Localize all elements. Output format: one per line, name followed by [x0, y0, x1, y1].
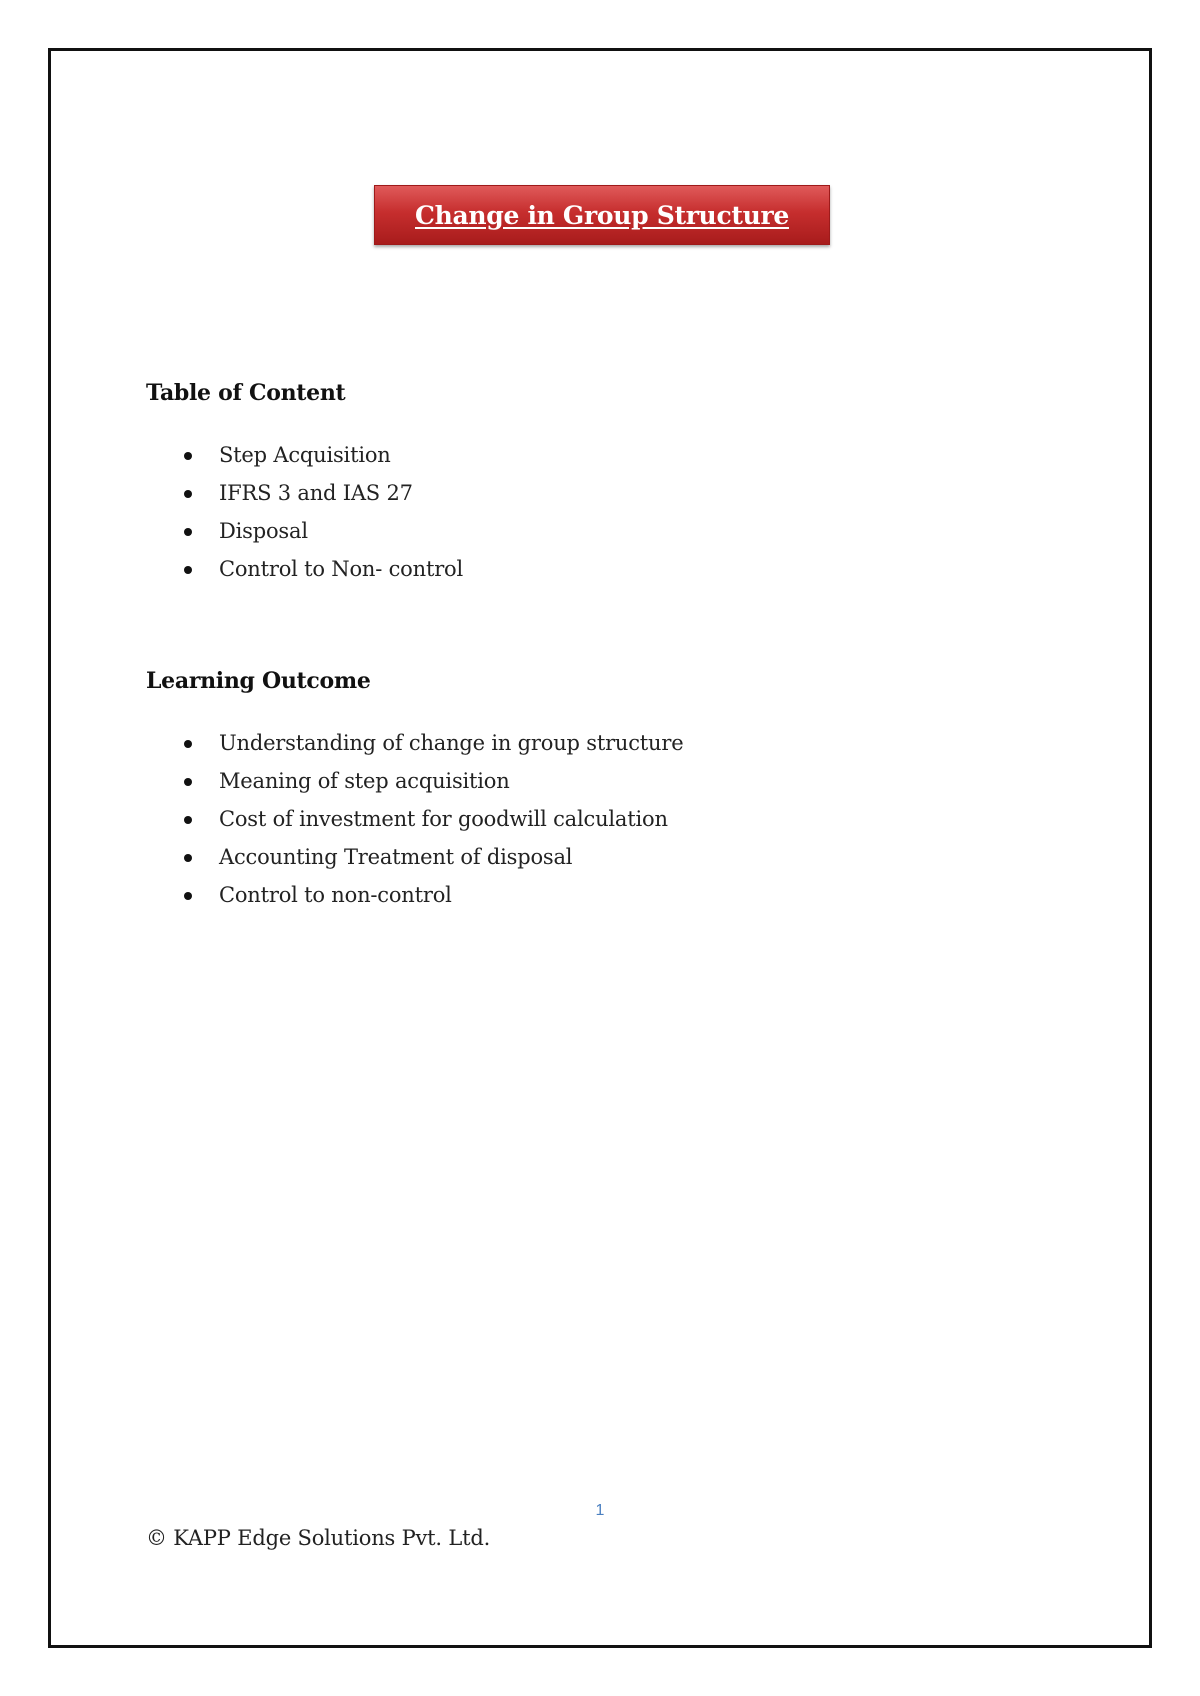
- document-title: Change in Group Structure: [415, 200, 789, 230]
- bullet-icon: [184, 892, 192, 900]
- copyright-footer: © KAPP Edge Solutions Pvt. Ltd.: [146, 1526, 491, 1550]
- list-item: IFRS 3 and IAS 27: [146, 474, 463, 512]
- list-item: Control to non-control: [146, 876, 683, 914]
- list-item: Understanding of change in group structure: [146, 724, 683, 762]
- bullet-icon: [184, 740, 192, 748]
- table-of-content-heading: Table of Content: [146, 380, 346, 406]
- bullet-icon: [184, 778, 192, 786]
- bullet-icon: [184, 490, 192, 498]
- bullet-icon: [184, 854, 192, 862]
- learning-outcome-heading: Learning Outcome: [146, 668, 371, 694]
- learning-outcome-list: [146, 724, 683, 914]
- bullet-icon: [184, 566, 192, 574]
- list-item: Disposal: [146, 512, 463, 550]
- page-number: 1: [595, 1502, 605, 1519]
- bullet-icon: [184, 452, 192, 460]
- title-banner: [374, 185, 830, 245]
- list-item: Control to Non- control: [146, 550, 463, 588]
- list-item: Meaning of step acquisition: [146, 762, 683, 800]
- list-item: Cost of investment for goodwill calculation: [146, 800, 683, 838]
- bullet-icon: [184, 816, 192, 824]
- table-of-content-list: [146, 436, 463, 588]
- list-item: Accounting Treatment of disposal: [146, 838, 683, 876]
- bullet-icon: [184, 528, 192, 536]
- list-item: Step Acquisition: [146, 436, 463, 474]
